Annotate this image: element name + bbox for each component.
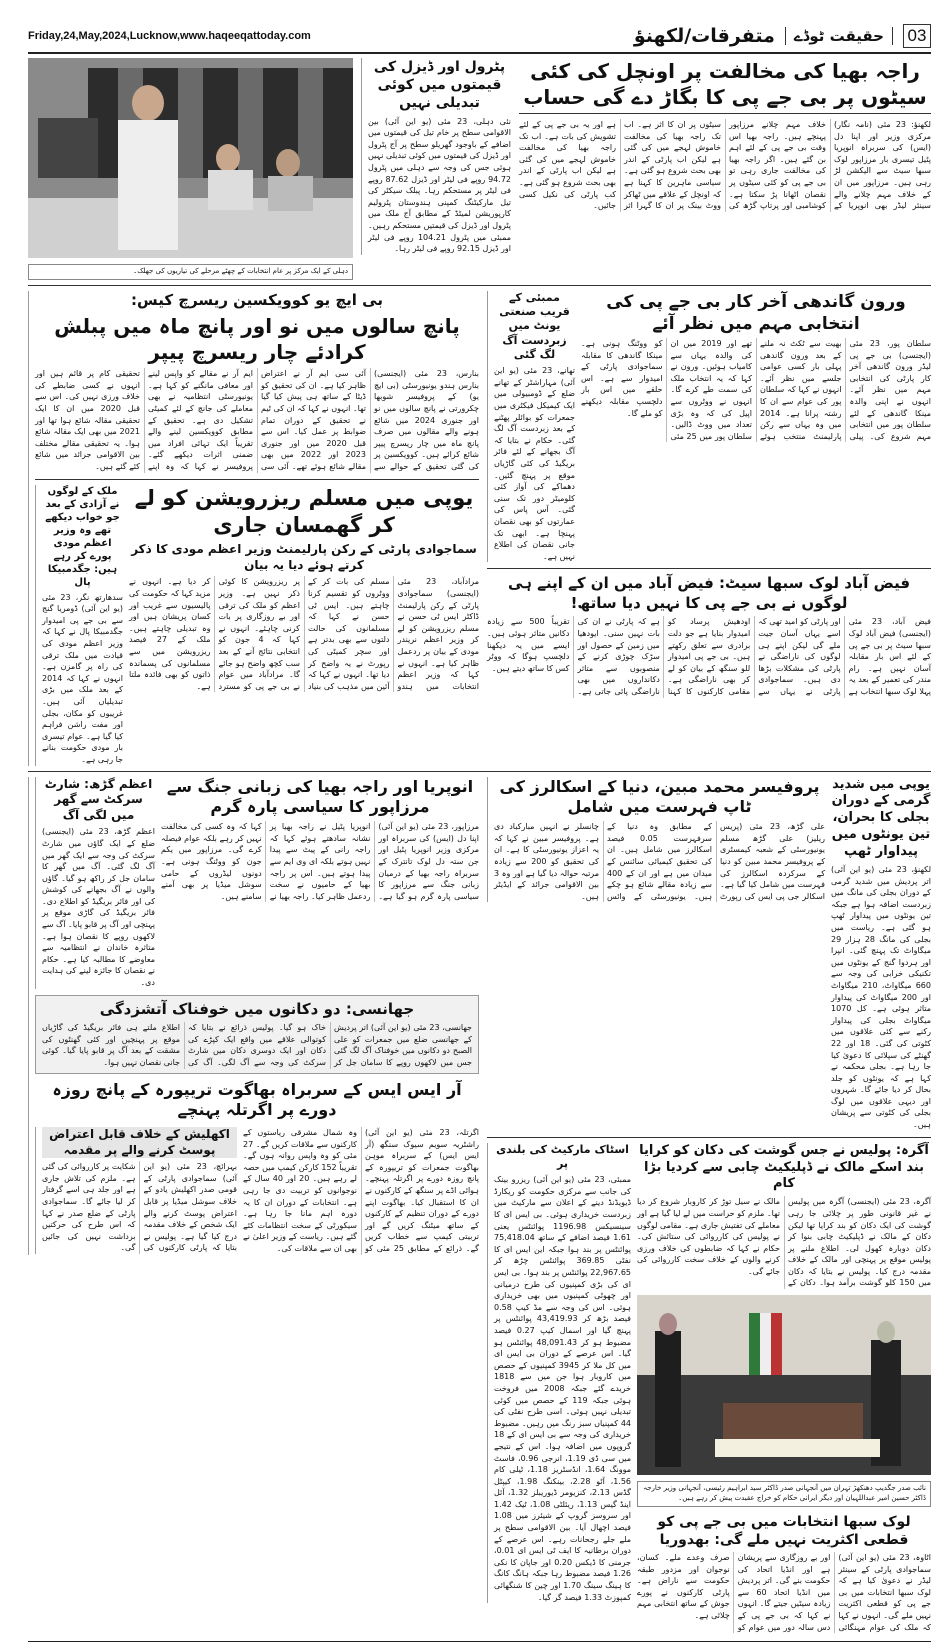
row-bottom-left-column <box>28 777 479 1255</box>
row-middle-left-column <box>28 291 479 766</box>
mubin-headline: پروفیسر محمد مبین، دنیا کے اسکالرز کی ٹاپ فہرست میں شامل <box>499 776 820 817</box>
akhilesh-article <box>35 1127 237 1254</box>
agra-article <box>637 1143 931 1289</box>
bhadoria-article <box>637 1513 931 1634</box>
footer-divider <box>28 1641 931 1642</box>
power-crisis-headline: یوپی میں شدید گرمی کے دوران بجلی کا بحران، تین یونٹوں میں پیداوار ٹھپ <box>831 776 931 860</box>
jhansi-body: جھانسی، 23 مئی (یو این آئی) اتر پردیش کے جھانسی ضلع میں جمعرات کو علی الصبح دو دکانوں میں خوفناک آگ لگ گئی جس میں لاکھوں روپے کا سامان جل کر خاک ہو گیا۔ پولیس ذرائع نے بتایا کہ کوتوالی علاقے میں واقع ایک کپڑے کی دکان اور ایک دوسری دکان میں شارٹ سرکٹ کی وجہ سے آگ لگی۔ آگ کی اطلاع ملتے ہی فائر بریگیڈ کی گاڑیاں موقع پر پہنچیں اور کئی گھنٹوں کی مشقت کے بعد آگ پر قابو پایا گیا۔ کوئی جانی نقصان نہیں ہوا۔ <box>42 1023 472 1067</box>
raja-bhaiya-body: لکھنؤ: 23 مئی (نامہ نگار) مرکزی وزیر اور اپنا دل (ایس) کی سربراہ انوپریا پٹیل تیسری بار مرزاپور لوک سبھا سیٹ سے الیکشن لڑ رہی ہیں۔ مرزاپور میں ان کے خلاف مہم چلانے والے سینئر لیڈر بھی انوپریا کے خلاف مہم چلانے مرزاپور پہنچے ہیں۔ راجہ بھیا اس وقت بی جے پی کے لئے اہم بن گئے ہیں۔ اگر راجہ بھیا کی مخالفت جاری رہی تو بی جے پی کو کئی سیٹوں پر نقصان اٹھانا پڑ سکتا ہے۔ کوشامبی اور پرتاپ گڑھ کی سیٹوں پر ان کا اثر ہے۔ اب تک راجہ بھیا کی مخالفت خاموش لہجے میں کی گئی ہے لیکن اب پارٹی کے اندر بھی بحث شروع ہو گئی ہے۔ سیاسی ماہرین کا کہنا ہے کہ اونچل کے علاقے میں ٹھاکر ووٹ بینک پر ان کا گہرا اثر ہے اور یہ بی جے پی کے لئے تشویش کی بات ہے۔ اب تک راجہ بھیا کی مخالفت خاموش لہجے میں کی گئی ہے لیکن اب پارٹی کے اندر بھی بحث شروع ہو گئی ہے۔ کب پارٹی کی نکیل کسی جائیں۔ <box>519 113 931 212</box>
jhansi-box <box>35 995 479 1074</box>
page-number: 03 <box>903 24 931 48</box>
varun-gandhi-headline: ورون گاندھی آخر کار بی جے پی کی انتخابی مہم میں نظر آئے <box>606 291 906 334</box>
row-bottom <box>28 771 931 1634</box>
power-crisis-article <box>831 777 931 1131</box>
pal-headline: ملک کے لوگوں نے آزادی کے بعد جو خواب دیکھے تھے وہ وزیر اعظم مودی پورے کر رہے ہیں: جگدمبیکا پال <box>45 485 120 588</box>
anupriya-headline: انوپریا اور راجہ بھیا کی زبانی جنگ سے مرزاپور کا سیاسی پارہ گرم <box>166 776 474 817</box>
reservation-body: مرادآباد، 23 مئی (ایجنسی) سماجوادی پارٹی کے رکن پارلیمنٹ ڈاکٹر ایس ٹی حسن نے مسلم ریزرویشن کو لے کر وزیر اعظم نریندر مودی کے بیان پر ردعمل ظاہر کیا ہے۔ انہوں نے کہا کہ وزیر اعظم انتخابات میں ہندو مسلم کی بات کر کے ووٹروں کو تقسیم کرنا چاہتے ہیں۔ ایس ٹی حسن نے کہا کہ مسلمانوں کی حالت دلتوں سے بھی بدتر ہے اور سچر کمیٹی کی رپورٹ نے یہ واضح کر دیا تھا۔ انہوں نے کہا کہ آئین میں مذہب کی بنیاد پر ریزرویشن کا کوئی ذکر نہیں ہے۔ وزیر اعظم کو ملک کی ترقی اور بے روزگاری پر بات کرنی چاہئے۔ انہوں نے کہا کہ 4 جون کو انتخابی نتائج آنے کے بعد سب کچھ واضح ہو جائے گا۔ مرادآباد میں عوام نے بی جے پی کو مسترد کر دیا ہے۔ انہوں نے مزید کہا کہ حکومت کی پالیسیوں سے غریب اور کسان پریشان ہیں اور وہ تبدیلی چاہتے ہیں۔ ملک کے 27 فیصد ریزرویشن میں سے مسلمانوں کی پسماندہ ذاتوں کو بھی فائدہ ملتا ہے۔ <box>129 577 479 691</box>
mumbai-fire-article <box>487 291 575 563</box>
varun-mumbai-group <box>487 291 931 563</box>
mumbai-fire-body: تھانے، 23 مئی (یو این آئی) مہاراشٹر کے تھانے ضلع کے ڈومبیولی میں ایک کیمیکل فیکٹری میں جمعرات کو بوائلر پھٹنے کے بعد زبردست آگ لگ گئی۔ حکام نے بتایا کہ آگ بجھانے کے لئے فائر بریگیڈ کی کئی گاڑیاں موقع پر پہنچ گئیں۔ دھماکے کی آواز کئی کلومیٹر دور تک سنی گئی۔ آس پاس کی عمارتوں کو بھی نقصان پہنچا ہے۔ ابھی تک جانی نقصان کی اطلاع نہیں ہے۔ <box>494 366 576 561</box>
varun-gandhi-body: سلطان پور، 23 مئی (ایجنسی) بی جے پی لیڈر ورون گاندھی آخر کار پارٹی کی انتخابی مہم میں نظر آئے۔ انہوں نے اپنی والدہ مینکا گاندھی کے لئے سلطان پور میں انتخابی مہم شروع کی۔ پیلی بھیت سے ٹکٹ نہ ملنے کے بعد ورون گاندھی پہلی بار کسی عوامی جلسے میں نظر آئے۔ انہوں نے کہا کہ سلطان پور کی عوام سے ان کا رشتہ پرانا ہے۔ 2014 میں وہ یہاں سے رکن پارلیمنٹ منتخب ہوئے تھے اور 2019 میں ان کی والدہ یہاں سے کامیاب ہوئیں۔ ورون نے کہا کہ یہ انتخاب ملک کی سمت طے کرے گا۔ انہوں نے ووٹروں سے اپیل کی کہ وہ بڑی تعداد میں ووٹ ڈالیں۔ سلطان پور میں 25 مئی کو ووٹنگ ہونی ہے۔ مینکا گاندھی کا مقابلہ سماجوادی پارٹی کے امیدوار سے ہے۔ اس حلقے میں اس بار دلچسپ مقابلہ دیکھنے کو ملے گا۔ <box>581 338 931 441</box>
polling-photo <box>28 58 353 258</box>
rss-article <box>35 1080 479 1122</box>
reservation-subhead: سماجوادی پارٹی کے رکن پارلیمنٹ وزیر اعظم مودی کا ذکر کرتے ہوئے دیا یہ بیان <box>131 542 477 572</box>
faizabad-headline: فیض آباد لوک سبھا سیٹ: فیض آباد میں ان کے اپنے ہی لوگوں نے بی جے پی کا نہیں دیا ساتھ! <box>507 574 911 612</box>
azamgarh-body: اعظم گڑھ، 23 مئی (ایجنسی) ضلع کے ایک گاؤں میں شارٹ سرکٹ کی وجہ سے ایک گھر میں آگ لگ گئی۔ آگ میں گھر کا سامان جل کر راکھ ہو گیا۔ گاؤں والوں نے آگ بجھانے کی کوشش کی اور فائر بریگیڈ کو اطلاع دی۔ فائر بریگیڈ کی گاڑی موقع پر پہنچی اور آگ پر قابو پایا۔ آگ سے لاکھوں روپے کا نقصان ہوا ہے۔ متاثرہ خاندان نے انتظامیہ سے معاوضے کا مطالبہ کیا ہے۔ حکام نے نقصان کا جائزہ لینے کی ہدایت دی۔ <box>42 827 156 988</box>
polling-photo-illustration <box>28 58 353 258</box>
bhu-article <box>35 291 479 473</box>
polling-photo-block <box>28 58 353 280</box>
pal-body: سدھارتھ نگر، 23 مئی (یو این آئی) ڈومریا گنج سے بی جے پی امیدوار جگدمبیکا پال نے کہا کہ وزیر اعظم مودی کی قیادت میں ملک ترقی کی راہ پر گامزن ہے۔ انہوں نے کہا کہ 2014 کے بعد ملک میں بڑی تبدیلیاں آئی ہیں۔ غریبوں کو مکان، بجلی اور مفت راشن فراہم کیا گیا ہے۔ عوام تیسری بار مودی حکومت بنانے جا رہی ہے۔ <box>42 592 123 764</box>
row-top <box>28 58 931 280</box>
anupriya-article <box>161 777 479 903</box>
akhilesh-body: بہرائچ، 23 مئی (یو این آئی) سماجوادی پارٹی کے قومی صدر اکھلیش یادو کے خلاف سوشل میڈیا پر قابل اعتراض پوسٹ کرنے والے ایک شخص کے خلاف مقدمہ درج کیا گیا ہے۔ پولیس نے بتایا کہ پارٹی کارکنوں کی شکایت پر کارروائی کی گئی ہے۔ ملزم کی تلاش جاری ہے اور جلد ہی اسے گرفتار کر لیا جائے گا۔ سماجوادی پارٹی کے ضلع صدر نے کہا کہ اس طرح کی حرکتیں برداشت نہیں کی جائیں گی۔ <box>42 1162 237 1253</box>
rss-headline: آر ایس ایس کے سربراہ بھاگوت تریپورہ کے پانچ روزہ دورے پر اگرتلہ پہنچے <box>52 1079 462 1120</box>
agra-headline: آگرہ: پولیس نے جس گوشت کی دکان کو کرایا بند اسکے مالک نے ڈپلیکیٹ چابی سے کردیا بڑا کام <box>639 1142 929 1192</box>
stock-article <box>487 1143 631 1604</box>
agra-photo-column <box>637 1143 931 1634</box>
power-crisis-body: لکھنؤ، 23 مئی (یو این آئی) اتر پردیش میں شدید گرمی کے دوران بجلی کی مانگ میں زبردست اضافہ ہوا ہے جبکہ تین یونٹوں میں پیداوار ٹھپ ہو گئی ہے۔ ریاست میں بجلی کی مانگ 28 ہزار 29 میگاواٹ تک پہنچ گئی۔ انپرا اور ہردوا گنج کے یونٹوں میں تکنیکی خرابی کی وجہ سے 660 میگاواٹ، 210 میگاواٹ اور 200 میگاواٹ کی پیداوار متاثر ہوئی ہے۔ کل 1070 میگاواٹ بجلی کی پیداوار رکنے سے کئی علاقوں میں کٹوتی کی گئی۔ 18 اور 22 گھنٹے کی سپلائی کا دعویٰ کیا جا رہا ہے۔ بجلی محکمہ نے کہا ہے کہ یونٹوں کو جلد بحال کر دیا جائے گا۔ شہروں اور دیہی علاقوں میں لوگ بجلی کی کٹوتی سے پریشان ہیں۔ <box>831 865 932 1130</box>
akhilesh-headline: اکھلیش کے خلاف قابل اعتراض پوسٹ کرنے والے پر مقدمہ <box>42 1127 237 1158</box>
row-middle <box>28 285 931 766</box>
bhadoria-headline: لوک سبھا انتخابات میں بی جے پی کو قطعی اکثریت نہیں ملے گی: بھدوریا <box>657 1513 911 1548</box>
pal-article <box>35 485 123 766</box>
tribute-photo-illustration <box>637 1295 931 1475</box>
tribute-photo <box>637 1295 931 1475</box>
newspaper-logo: حقیقت ٹوڈے <box>785 27 893 45</box>
bhu-headline: پانچ سالوں میں نو اور پانچ ماہ میں پبلش کرادئے چار ریسرچ پیپر <box>54 314 460 365</box>
dateline: Friday,24,May,2024,Lucknow,www.haqeeqattoday.com <box>28 30 311 42</box>
reservation-pal-group <box>35 479 479 766</box>
petrol-headline: پٹرول اور ڈیزل کی قیمتوں میں کوئی تبدیلی نہیں <box>373 59 506 112</box>
mumbai-fire-headline: ممبئی کے قریب صنعتی یونٹ میں زبردست آگ لگ گئی <box>499 290 570 361</box>
agra-stock-group <box>487 1137 931 1634</box>
faizabad-article <box>487 568 931 697</box>
bhu-body: بنارس، 23 مئی (ایجنسی) بنارس ہندو یونیورسٹی (بی ایچ یو) کے پروفیسر شوبھا چکرورتی نے پانچ سالوں میں نو اور جنوری 2024 میں شائع ہونے والے مقالوں میں صرف پانچ ماہ میں چار ریسرچ پیپر شائع کرائے ہیں۔ کوویکسین پر کی گئی تحقیق کے حوالے سے آئی سی ایم آر نے اعتراض ظاہر کیا ہے۔ ان کی تحقیق کو ڈیٹا کے ساتھ ہی پیش کیا گیا تھا۔ انہوں نے کہا کہ ان کی ٹیم نے تحقیق کے دوران تمام ضوابط پر عمل کیا۔ اس سے قبل 2020 میں اور جنوری 2023 اور 2022 میں بھی مقالے شائع ہوئے تھے۔ آئی سی ایم آر نے مقالے کو واپس لینے اور معافی مانگنے کو کہا ہے۔ یونیورسٹی انتظامیہ نے بھی معاملے کی جانچ کے لئے کمیٹی تشکیل دی ہے۔ تحقیق کے مطابق کوویکسین لینے والے تقریباً ایک تہائی افراد میں ضمنی اثرات دیکھے گئے۔ پروفیسر نے کہا کہ وہ اپنے تحقیقی کام پر قائم ہیں اور انہوں نے کسی ضابطے کی خلاف ورزی نہیں کی۔ اس سے قبل 2020 میں ان کا ایک تحقیقی مقالہ شائع ہوا تھا اور 2021 میں بھی ایک مقالہ شائع ہوا۔ یہ تحقیقی مقالے مختلف بین الاقوامی جرائد میں شائع کئے گئے ہیں۔ <box>35 369 480 472</box>
bhu-kicker: بی ایچ یو کوویکسین ریسرچ کیس: <box>131 290 383 309</box>
section-title: متفرقات/لکھنؤ <box>633 25 775 47</box>
bhadoria-body: اٹاوہ، 23 مئی (یو این آئی) سماجوادی پارٹی کے سینئر لیڈر نے دعویٰ کیا ہے کہ لوک سبھا انتخابات میں بی جے پی کو قطعی اکثریت نہیں ملے گی۔ انہوں نے کہا کہ ملک کی عوام مہنگائی اور بے روزگاری سے پریشان ہے اور انڈیا اتحاد کی حکومت بنے گی۔ اتر پردیش میں انڈیا اتحاد 60 سے زیادہ سیٹیں جیتے گا۔ انہوں نے کہا کہ بی جے پی کے دس سالہ دور میں عوام کو صرف وعدے ملے۔ کسان، نوجوان اور مزدور طبقہ حکومت سے ناراض ہے۔ پارٹی کارکنوں نے پورے جوش کے ساتھ انتخابی مہم چلائی ہے۔ <box>637 1553 932 1632</box>
azamgarh-article <box>35 777 155 989</box>
anupriya-azamgarh-group <box>35 777 479 989</box>
raja-bhaiya-article <box>519 58 931 212</box>
rss-akhilesh-group <box>35 1127 479 1255</box>
agra-body: آگرہ، 23 مئی (ایجنسی) آگرہ میں پولیس نے غیر قانونی طور پر چلائی جا رہی گوشت کی ایک دکان کو بند کرایا تھا لیکن دکان کے مالک نے ڈپلیکیٹ چابی بنوا کر دکان دوبارہ کھول لی۔ اطلاع ملنے پر پولیس موقع پر پہنچی اور مالک کے خلاف مقدمہ درج کیا۔ پولیس نے بتایا کہ دکان میں 150 کلو گوشت برآمد ہوا۔ دکان کے مالک نے سیل توڑ کر کاروبار شروع کر دیا تھا۔ ملزم کو حراست میں لے لیا گیا ہے اور معاملے کی تفتیش جاری ہے۔ مقامی لوگوں نے پولیس کی کارروائی کی ستائش کی۔ حکام نے کہا کہ ضابطوں کی خلاف ورزی کرنے والوں کے خلاف سخت کارروائی کی جائے گی۔ <box>637 1197 931 1288</box>
petrol-article <box>361 58 511 255</box>
faizabad-body: فیض آباد، 23 مئی (ایجنسی) فیض آباد لوک سبھا سیٹ پر بی جے پی کے لئے اس بار مقابلہ آسان نہیں ہے۔ رام مندر کی تعمیر کے بعد یہ پہلا لوک سبھا انتخاب ہے اور پارٹی کو امید تھی کہ اسے یہاں آسان جیت ملے گی لیکن اپنے ہی لوگوں کی ناراضگی نے پارٹی کی مشکلات بڑھا دی ہیں۔ سماجوادی پارٹی نے یہاں سے اودھیش پرساد کو امیدوار بنایا ہے جو دلت برادری سے تعلق رکھتے ہیں۔ بی جے پی امیدوار للو سنگھ کے بیان کو لے کر بھی ناراضگی ہے۔ مقامی کارکنوں کا کہنا ہے کہ پارٹی نے ان کی بات نہیں سنی۔ ایودھیا میں زمین کے حصول اور سڑک چوڑی کرنے کے منصوبوں سے متاثر دکانداروں میں بھی ناراضگی پائی جاتی ہے۔ تقریباً 500 سے زیادہ دکانیں متاثر ہوئی ہیں۔ ایسے میں یہ دیکھنا دلچسپ ہوگا کہ ووٹر کس کا ساتھ دیتے ہیں۔ <box>487 617 931 696</box>
mubin-article <box>487 777 825 903</box>
anupriya-body: مرزاپور، 23 مئی (یو این آئی) اپنا دل (ایس) کی سربراہ اور مرکزی وزیر انوپریا پٹیل اور جن ستہ دل لوک تانترک کے سربراہ راجہ بھیا کے درمیان زبانی جنگ سے مرزاپور کا سیاسی پارہ گرم ہو گیا ہے۔ انوپریا پٹیل نے راجہ بھیا پر نشانہ سادھتے ہوئے کہا کہ راجہ رانی کے پیٹ سے پیدا نہیں ہوتے بلکہ ای وی ایم سے پیدا ہوتے ہیں۔ اس پر راجہ بھیا کے حامیوں نے سخت ردعمل ظاہر کیا۔ راجہ بھیا نے کہا کہ وہ کسی کی مخالفت نہیں کر رہے بلکہ عوام فیصلہ کرے گی۔ مرزاپور میں یکم جون کو ووٹنگ ہونی ہے۔ دونوں لیڈروں کے حامی سوشل میڈیا پر بھی آمنے سامنے ہیں۔ <box>161 822 479 901</box>
masthead <box>28 24 931 54</box>
stock-headline: اسٹاک مارکیٹ کی بلندی پر <box>496 1142 629 1170</box>
petrol-body: نئی دہلی، 23 مئی (یو این آئی) بین الاقوامی سطح پر خام تیل کی قیمتوں میں اضافے کے باوجود گھریلو سطح پر آج پٹرول اور ڈیزل کی قیمتوں میں کوئی تبدیلی نہیں ہوئی جس کی وجہ سے دہلی میں پٹرول 94.72 روپے فی لیٹر اور ڈیزل 87.62 روپے فی لیٹر پر مستحکم رہا۔ پبلک سیکٹر کی تیل مارکیٹنگ کمپنی ہندوستان پٹرولیم کارپوریشن لمیٹڈ کے مطابق آج ملک میں پٹرول اور ڈیزل کی قیمتیں مستحکم رہیں۔ ممبئی میں پٹرول 104.21 روپے فی لیٹر اور ڈیزل 92.15 روپے فی لیٹر رہا۔ <box>368 116 511 254</box>
rss-body-block <box>243 1127 479 1255</box>
raja-bhaiya-headline: راجہ بھیا کی مخالفت پر اونچل کی کئی سیٹوں پر بی جے پی کا بگاڑ دے گی حساب <box>523 59 927 109</box>
mubin-power-group <box>487 777 931 1131</box>
stock-body: ممبئی، 23 مئی (یو این آئی) ریزرو بینک کی جانب سے مرکزی حکومت کو ریکارڈ ڈیویڈنڈ دینے کے اعلان سے مارکیٹ میں زبردست خریداری ہوئی۔ بی ایس ای کا سینسیکس 1196.98 پوائنٹس یعنی 1.61 فیصد اضافے کے ساتھ 75,418.04 پوائنٹس پر بند ہوا جبکہ این ایس ای کا نفٹی 369.85 پوائنٹس چڑھ کر 22,967.65 پوائنٹس پر بند ہوا۔ بی ایس ای کی بڑی کمپنیوں کی طرح درمیانی اور چھوٹی کمپنیوں میں بھی خریداری ہوئی۔ اس کی وجہ سے مڈ کیپ 0.58 فیصد بڑھ کر 43,419.93 پوائنٹس پر پہنچ گیا اور اسمال کیپ 0.27 فیصد مضبوط ہو کر 48,091.43 پوائنٹس ہو گیا۔ اس عرصے کے دوران بی ایس ای میں کل ملا کر 3945 کمپنیوں کے حصص میں کاروبار ہوا جن میں سے 1818 خریدے گئے جبکہ 2008 میں فروخت ہوئی جبکہ 119 کے حصص میں کوئی تبدیلی نہیں ہوئی۔ اسی طرح نفٹی کی 44 کمپنیاں سبز رنگ میں رہیں۔ مضبوط خریداری کی وجہ سے بی ایس ای کے 18 گروپوں میں اضافہ ہوا۔ اس کے نتیجے میں سی ڈی 1.19، انرجی 0.96، فاسٹ موونگ 1.64، انڈسٹریز 1.18، ٹیلی کام 1.56، آٹو 2.28، بینکنگ 1.98، کیپٹل گڈس 2.13، کنزیومر ڈیوریبلز 1.32، آئل اینڈ گیس 1.13، ریئلٹی 1.08، ٹیک 1.42 اور سروسز گروپ کے شیئرز میں 1.08 فیصد اچھال آیا۔ بین الاقوامی سطح پر ملے جلے رجحانات رہے۔ اس عرصے کے دوران برطانیہ کا ایف ٹی ایس ای 0.01، جرمنی کا ڈیکس 0.20 اور جاپان کا نکی 1.26 فیصد مضبوط رہا جبکہ ہانگ کانگ کا ہینگ سینگ 1.70 اور چین کا شنگھائی کمپوزٹ 1.33 فیصد گر گیا۔ <box>494 1175 632 1602</box>
rss-body: اگرتلہ، 23 مئی (یو این آئی) راشٹریہ سویم سیوک سنگھ (آر ایس ایس) کے سربراہ موہن بھاگوت جمعرات کو تریپورہ کے پانچ روزہ دورے پر اگرتلہ پہنچے۔ ہوائی اڈے پر سنگھ کے کارکنوں نے ان کا استقبال کیا۔ بھاگوت اپنے دورے کے دوران تنظیم کے کارکنوں کے ساتھ میٹنگ کریں گے اور تربیتی کیمپ سے خطاب کریں گے۔ ذرائع کے مطابق 25 مئی کو وہ شمال مشرقی ریاستوں کے کارکنوں سے ملاقات کریں گے۔ 27 مئی کو وہ واپس روانہ ہوں گے۔ تقریباً 152 کارکن کیمپ میں حصہ لے رہے ہیں۔ 20 اور 40 سال کے نوجوانوں کو تربیت دی جا رہی ہے۔ انتخابات کے دوران ان کا یہ دورہ اہم مانا جا رہا ہے۔ سیکورٹی کے سخت انتظامات کئے گئے ہیں۔ ریاست کے وزیر اعلیٰ نے بھی ان سے ملاقات کی۔ <box>243 1128 479 1254</box>
azamgarh-headline: اعظم گڑھ: شارٹ سرکٹ سے گھر میں لگی آگ <box>44 776 153 822</box>
reservation-headline: یوپی میں مسلم ریزرویشن کو لے کر گھمسان جاری <box>134 485 474 537</box>
tribute-photo-caption: نائب صدر جگدیپ دھنکھڑ تہران میں آنجہانی صدر ڈاکٹر سید ابراہیم رئیسی، آنجہانی وزیر خارجہ ڈاکٹر حسین امیر عبداللہیان اور دیگر ایرانی حکام کو خراج عقیدت پیش کر رہے ہیں۔ <box>637 1481 931 1507</box>
row-middle-right-column <box>487 291 931 698</box>
mubin-body: علی گڑھ، 23 مئی (پریس ریلیز) علی گڑھ مسلم یونیورسٹی کے شعبہ کیمسٹری کے پروفیسر محمد مبین کو دنیا کے سرکردہ اسکالرز کی فہرست میں شامل کیا گیا ہے۔ اسکالر جی پی ایس کی رپورٹ کے مطابق وہ دنیا کے سرفہرست 0.05 فیصد اسکالرز میں شامل ہیں۔ ان کی تحقیق کیمیائی سائنس کے میدان میں ہے اور ان کے 400 سے زیادہ مقالے شائع ہو چکے ہیں۔ یونیورسٹی کے وائس چانسلر نے انہیں مبارکباد دی ہے۔ پروفیسر مبین نے کہا کہ یہ اعزاز یونیورسٹی کا ہے۔ ان کی تحقیق کو 200 سے زیادہ مرتبہ حوالہ دیا گیا ہے اور وہ 3 بین الاقوامی جرائد کے ایڈیٹر ہیں۔ <box>494 822 825 901</box>
row-bottom-right-column <box>487 777 931 1634</box>
polling-photo-caption: دہلی کے ایک مرکز پر عام انتخابات کے چھٹے مرحلے کی تیاریوں کی جھلک۔ <box>28 264 353 280</box>
reservation-article <box>129 485 479 693</box>
varun-gandhi-article <box>581 291 931 443</box>
jhansi-headline: جھانسی: دو دکانوں میں خوفناک آتشزدگی <box>99 999 415 1018</box>
